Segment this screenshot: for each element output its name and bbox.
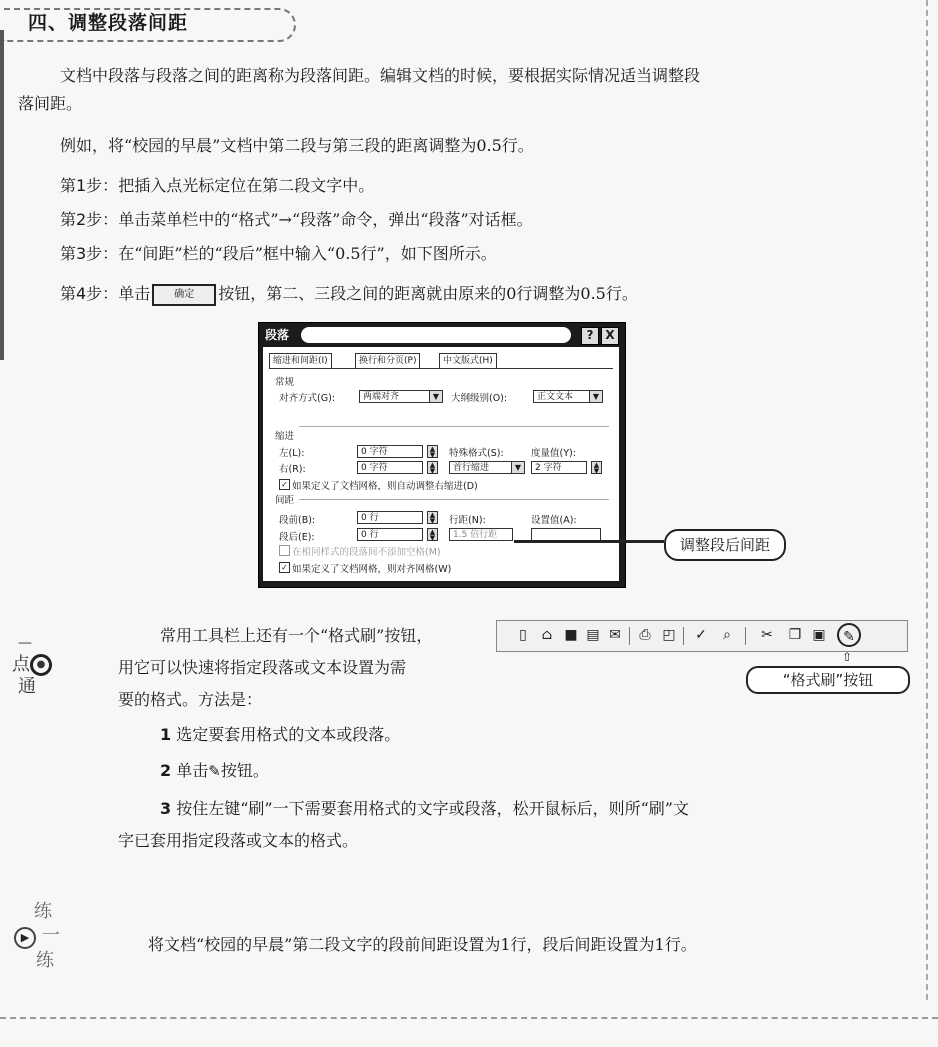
help-button[interactable]: ? xyxy=(581,327,599,345)
practice-icon xyxy=(14,900,60,973)
step-label: 第2步： xyxy=(60,210,119,229)
before-label: 段前(B): xyxy=(279,515,316,526)
tip-icon-char-2: 通 xyxy=(18,676,36,697)
toolbar-separator xyxy=(745,627,746,645)
chevron-down-icon[interactable]: ▼ xyxy=(589,390,603,403)
format-painter-icon[interactable]: ✎ xyxy=(837,623,861,647)
right-indent-field[interactable]: 0 字符 xyxy=(357,461,423,474)
line-spacing-select[interactable]: 1.5 倍行距 xyxy=(449,528,513,541)
tip-item-2 xyxy=(160,756,269,786)
right-border xyxy=(926,0,928,1000)
step-text-pre: 单击 xyxy=(118,284,151,303)
item-text-pre: 单击 xyxy=(176,761,209,780)
dialog-title: 段落 xyxy=(265,328,290,342)
research-icon[interactable]: ⌕ xyxy=(723,627,731,643)
dialog-titlebar xyxy=(301,327,571,343)
item-number: 3 xyxy=(160,799,172,818)
tab-chinese-typography[interactable]: 中文版式(H) xyxy=(439,353,497,368)
outline-select[interactable]: 正文文本 xyxy=(533,390,593,403)
copy-icon[interactable]: ❐ xyxy=(788,627,802,643)
tab-line-page-breaks[interactable]: 换行和分页(P) xyxy=(355,353,420,368)
step-4 xyxy=(60,280,638,308)
ok-button-image: 确定 xyxy=(152,284,216,306)
cut-icon[interactable]: ✂ xyxy=(761,627,773,643)
step-2 xyxy=(60,206,533,234)
arrow-up-icon: ⇧ xyxy=(842,650,853,664)
save-icon[interactable]: ■ xyxy=(564,627,578,643)
after-label: 段后(E): xyxy=(279,532,315,543)
play-icon: ▶ xyxy=(14,927,36,949)
tab-divider xyxy=(269,368,613,369)
callout-after-spacing: 调整段后间距 xyxy=(664,529,786,561)
no-space-label: 在相同样式的段落间不添加空格(M) xyxy=(292,547,441,558)
left-indent-label: 左(L): xyxy=(279,448,305,459)
general-label: 常规 xyxy=(275,377,295,388)
intro-line-1: 文档中段落与段落之间的距离称为段落间距。编辑文档的时候，要根据实际情况适当调整段 xyxy=(60,66,701,85)
spinner-icon[interactable]: ▲ ▼ xyxy=(427,445,438,458)
left-indent-field[interactable]: 0 字符 xyxy=(357,445,423,458)
spelling-icon[interactable]: ✓ xyxy=(695,627,707,643)
tip-icon: — 点 ● 通 xyxy=(12,632,52,698)
dialog-body xyxy=(263,347,619,581)
chevron-down-icon[interactable]: ▼ xyxy=(429,390,443,403)
step-label: 第4步： xyxy=(60,284,119,303)
before-field[interactable]: 0 行 xyxy=(357,511,423,524)
align-label: 对齐方式(G): xyxy=(279,393,335,404)
spacing-label: 间距 xyxy=(275,495,295,506)
tip-line-3: 要的格式。方法是： xyxy=(118,690,263,709)
setting-label: 设置值(A): xyxy=(531,515,577,526)
step-text-post: 按钮，第二、三段之间的距离就由原来的0行调整为0.5行。 xyxy=(218,284,638,303)
format-painter-callout: “格式刷”按钮 xyxy=(746,666,910,694)
after-field[interactable]: 0 行 xyxy=(357,528,423,541)
practice-icon-char-3: 练 xyxy=(36,950,54,971)
spinner-icon[interactable]: ▲ ▼ xyxy=(427,511,438,524)
step-text: 把插入点光标定位在第二段文字中。 xyxy=(118,176,375,195)
step-text: 单击菜单栏中的“格式”→“段落”命令，弹出“段落”对话框。 xyxy=(118,210,533,229)
new-icon[interactable]: ▯ xyxy=(519,627,527,643)
step-label: 第1步： xyxy=(60,176,119,195)
step-1 xyxy=(60,172,374,200)
callout-arrow xyxy=(514,540,664,543)
practice-text: 将文档“校园的早晨”第二段文字的段前间距设置为1行，段后间距设置为1行。 xyxy=(148,935,697,954)
outline-label: 大纲级别(O): xyxy=(451,393,508,404)
tab-indent-spacing[interactable]: 缩进和间距(I) xyxy=(269,353,332,368)
print-preview-icon[interactable]: ◰ xyxy=(662,627,676,643)
item-number: 1 xyxy=(160,725,172,744)
target-icon: ● xyxy=(30,654,52,676)
grid-align-label: 如果定义了文档网格，则对齐网格(W) xyxy=(292,564,452,575)
item-text-post: 按钮。 xyxy=(220,761,269,780)
left-margin-bar xyxy=(0,30,4,360)
item-number: 2 xyxy=(160,761,172,780)
indent-label: 缩进 xyxy=(275,431,295,442)
align-select[interactable]: 两端对齐 xyxy=(359,390,433,403)
tip-item-3 xyxy=(160,794,689,824)
spinner-icon[interactable]: ▲ ▼ xyxy=(427,528,438,541)
divider xyxy=(299,426,609,427)
step-text: 在“间距”栏的“段后”框中输入“0.5行”，如下图所示。 xyxy=(118,244,497,263)
spinner-icon[interactable]: ▲ ▼ xyxy=(591,461,602,474)
auto-indent-label: 如果定义了文档网格，则自动调整右缩进(D) xyxy=(292,481,478,492)
chevron-down-icon[interactable]: ▼ xyxy=(511,461,525,474)
example-text: 例如，将“校园的早晨”文档中第二段与第三段的距离调整为0.5行。 xyxy=(60,136,534,155)
checkbox[interactable] xyxy=(279,545,290,556)
item-text: 按住左键“刷”一下需要套用格式的文字或段落，松开鼠标后，则所“刷”文 xyxy=(176,799,689,818)
format-painter-icon: ✎ xyxy=(208,762,221,780)
toolbar-separator xyxy=(683,627,684,645)
print-icon[interactable]: ⎙ xyxy=(639,627,651,643)
line-spacing-label: 行距(N): xyxy=(449,515,486,526)
practice-icon-char-1: 练 xyxy=(34,901,52,922)
permission-icon[interactable]: ▤ xyxy=(586,627,600,643)
paragraph-dialog xyxy=(258,322,626,588)
toolbar-separator xyxy=(629,627,630,645)
email-icon[interactable]: ✉ xyxy=(609,627,621,643)
bottom-border xyxy=(0,1017,938,1019)
paste-icon[interactable]: ▣ xyxy=(812,627,826,643)
tip-line-2: 用它可以快速将指定段落或文本设置为需 xyxy=(118,658,407,677)
checkbox[interactable]: ✓ xyxy=(279,562,290,573)
step-label: 第3步： xyxy=(60,244,119,263)
tip-line-1: 常用工具栏上还有一个“格式刷”按钮， xyxy=(160,626,433,645)
practice-icon-char-2: 一 xyxy=(42,925,60,946)
intro-line-2: 落间距。 xyxy=(18,94,83,113)
checkbox[interactable]: ✓ xyxy=(279,479,290,490)
close-button[interactable]: X xyxy=(601,327,619,345)
section-title: 四、调整段落间距 xyxy=(28,12,189,34)
special-label: 特殊格式(S): xyxy=(449,448,504,459)
standard-toolbar xyxy=(496,620,908,652)
tip-item-3-cont: 字已套用指定段落或文本的格式。 xyxy=(118,831,359,850)
special-select[interactable]: 首行缩进 xyxy=(449,461,513,474)
measure-field[interactable]: 2 字符 xyxy=(531,461,587,474)
spinner-icon[interactable]: ▲ ▼ xyxy=(427,461,438,474)
tip-icon-char-1: 点 xyxy=(12,654,30,675)
right-indent-label: 右(R): xyxy=(279,464,306,475)
divider xyxy=(299,499,609,500)
tip-item-1 xyxy=(160,720,400,750)
open-icon[interactable]: ⌂ xyxy=(541,627,553,643)
measure-label: 度量值(Y): xyxy=(531,448,576,459)
step-3 xyxy=(60,240,497,268)
item-text: 选定要套用格式的文本或段落。 xyxy=(176,725,401,744)
